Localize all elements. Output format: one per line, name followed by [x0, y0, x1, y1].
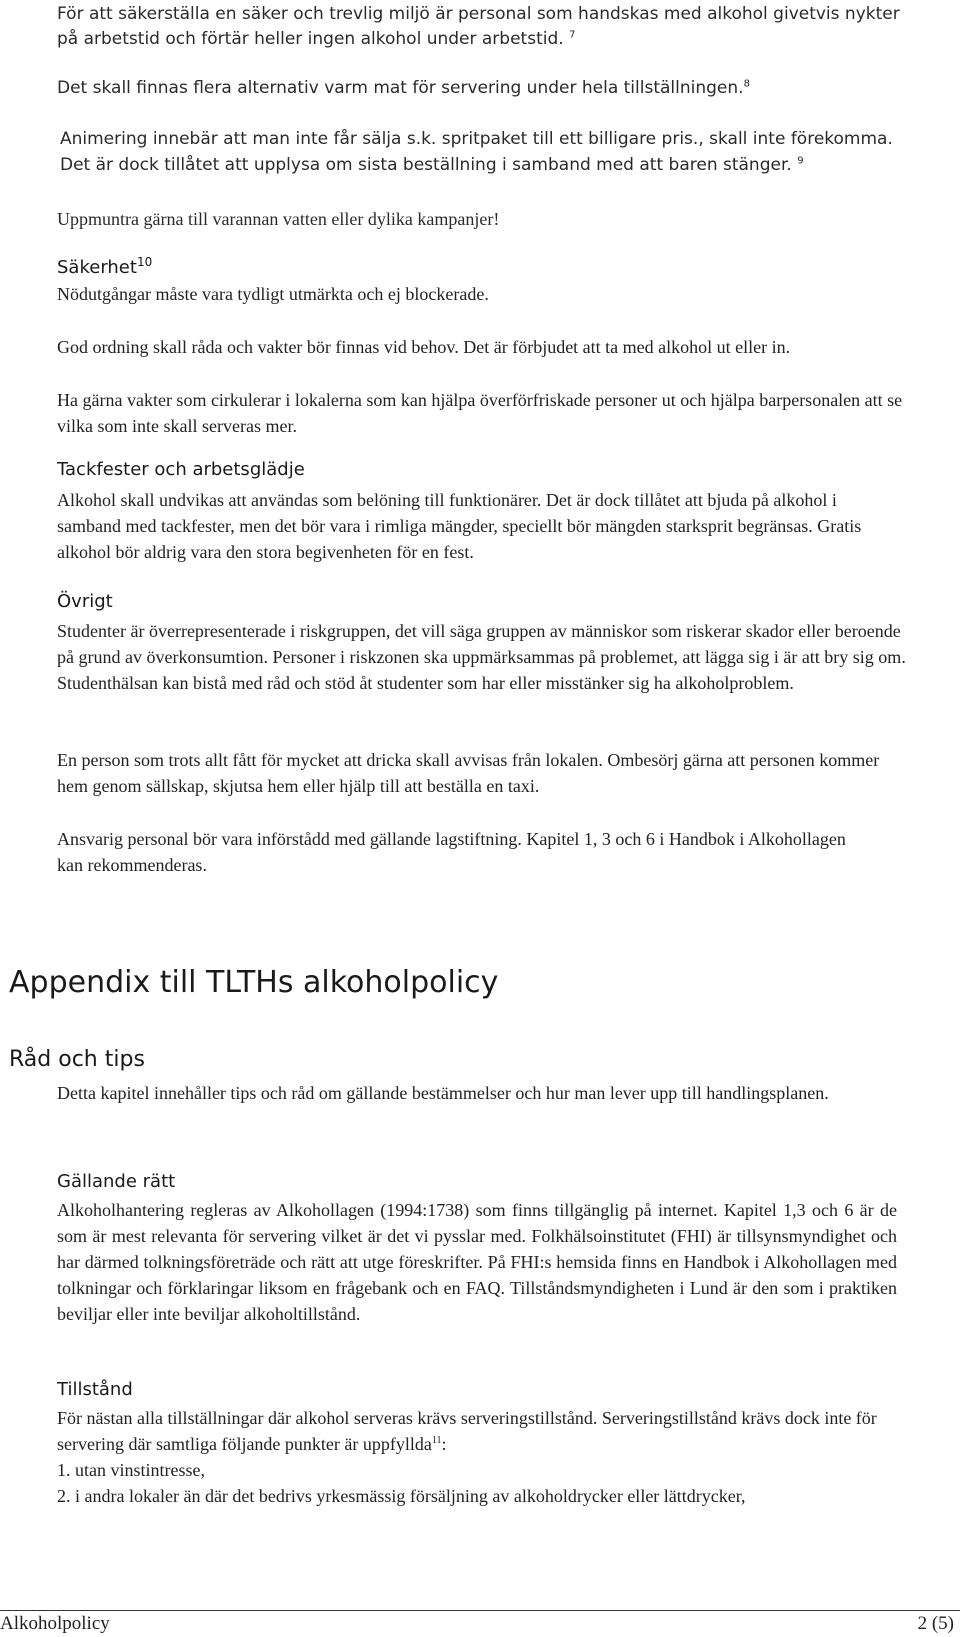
paragraph-text: Ha gärna vakter som cirkulerar i lokalerna som kan hjälpa överförfriskade personer ut och hjälpa barpersonalen att se vilka som inte skall serveras mer.: [57, 390, 903, 436]
footnote-ref: 8: [743, 78, 750, 90]
paragraph-animering: [60, 126, 910, 178]
paragraph-rad-och-tips: [57, 1080, 857, 1106]
paragraph-text: Uppmuntra gärna till varannan vatten eller dylika kampanjer!: [57, 209, 500, 229]
footnote-ref: 7: [569, 29, 576, 41]
paragraph-text: Ansvarig personal bör vara införstådd med gällande lagstiftning. Kapitel 1, 3 och 6 i Handbok i Alkohollagen kan rekommenderas.: [57, 829, 846, 875]
footnote-ref: 11: [431, 1435, 442, 1446]
heading-text: Tillstånd: [57, 1379, 133, 1400]
paragraph-avvisas: [57, 747, 907, 799]
paragraph-suffix: :: [441, 1434, 447, 1454]
heading-text: Tackfester och arbetsglädje: [57, 459, 305, 480]
paragraph-tackfester: [57, 487, 902, 565]
heading-tackfester: [57, 458, 305, 482]
heading-sakerhet: [57, 256, 152, 280]
heading-text: Övrigt: [57, 591, 113, 612]
list-item: 1. utan vinstintresse,: [57, 1460, 205, 1480]
paragraph-text: För att säkerställa en säker och trevlig miljö är personal som handskas med alkohol givetvis nykter på arbetstid och förtär heller ingen alkohol under arbetstid.: [57, 4, 900, 49]
list-item: 2. i andra lokaler än där det bedrivs yrkesmässig försäljning av alkoholdrycker eller lättdrycker,: [57, 1486, 746, 1506]
footer-divider: [0, 1610, 960, 1611]
paragraph-text: God ordning skall råda och vakter bör finnas vid behov. Det är förbjudet att ta med alkohol ut eller in.: [57, 337, 791, 357]
paragraph-text: Alkoholhantering regleras av Alkohollagen (1994:1738) som finns tillgänglig på internet. Kapitel 1,3 och 6 är de som är mest relevanta för servering vilket är det vi pysslar med. Folkhälsoinstitutet (FHI) är tillsynsmyndighet och har därmed tolkningsföreträde och rätt att utge föreskrifter. På FHI:s hemsida finns en Handbok i Alkohollagen med tolkningar och förklaringar liksom en frågebank och en FAQ. Tillståndsmyndigheten i Lund är den som i praktiken beviljar eller inte beviljar alkoholtillstånd.: [57, 1200, 897, 1324]
paragraph-studenter: [57, 618, 907, 696]
tillstand-list: [57, 1457, 917, 1509]
heading-text: Råd och tips: [9, 1047, 145, 1072]
heading-text: Appendix till TLTHs alkoholpolicy: [9, 965, 499, 1000]
paragraph-text: En person som trots allt fått för mycket att dricka skall avvisas från lokalen. Ombesörj gärna att personen kommer hem genom sällskap, skjutsa hem eller hjälp till att beställa en taxi.: [57, 750, 880, 796]
paragraph-kampanjer: [57, 206, 917, 232]
paragraph-god-ordning: [57, 334, 917, 360]
paragraph-text: Animering innebär att man inte får sälja s.k. spritpaket till ett billigare pris., skall inte förekomma. Det är dock tillåtet att upplysa om sista beställning i samband med att baren stänger.: [60, 129, 893, 175]
footnote-ref: 10: [136, 255, 153, 269]
paragraph-gallande-ratt: [57, 1197, 897, 1327]
heading-gallande-ratt: [57, 1170, 175, 1194]
paragraph-nodutgangar: [57, 281, 917, 307]
appendix-title: [9, 965, 498, 1001]
heading-rad-och-tips: [9, 1046, 145, 1074]
heading-ovrigt: [57, 590, 113, 614]
paragraph-text: Detta kapitel innehåller tips och råd om gällande bestämmelser och hur man lever upp till handlingsplanen.: [57, 1083, 829, 1103]
paragraph-text: Studenter är överrepresenterade i riskgruppen, det vill säga gruppen av människor som riskerar skador eller beroende på grund av överkonsumtion. Personer i riskzonen ska uppmärksammas på problemet, att lägga sig i är att bry sig om. Studenthälsan kan bistå med råd och stöd åt studenter som har eller misstänker sig ha alkoholproblem.: [57, 621, 906, 693]
heading-text: Gällande rätt: [57, 1171, 176, 1192]
footer-title: Alkoholpolicy: [0, 1613, 110, 1634]
paragraph-text: För nästan alla tillställningar där alkohol serveras krävs serveringstillstånd. Serveringstillstånd krävs dock inte för servering där samtliga följande punkter är uppfyllda: [57, 1408, 877, 1454]
paragraph-text: Det skall finnas flera alternativ varm mat för servering under hela tillställningen.: [57, 78, 744, 98]
paragraph-staff-sober: [57, 2, 907, 52]
paragraph-vakter: [57, 387, 907, 439]
paragraph-warm-food: [57, 76, 917, 101]
paragraph-text: Nödutgångar måste vara tydligt utmärkta och ej blockerade.: [57, 284, 489, 304]
paragraph-text: Alkohol skall undvikas att användas som belöning till funktionärer. Det är dock tillåtet att bjuda på alkohol i samband med tackfester, men det bör vara i rimliga mängder, speciellt bör mängden starksprit begränsas. Gratis alkohol bör aldrig vara den stora begivenheten för en fest.: [57, 490, 862, 562]
paragraph-tillstand: [57, 1405, 887, 1457]
paragraph-ansvarig: [57, 826, 857, 878]
footer-page-number: 2 (5): [917, 1613, 954, 1634]
heading-text: Säkerhet: [57, 257, 137, 278]
footnote-ref: 9: [797, 155, 804, 167]
heading-tillstand: [57, 1378, 133, 1402]
